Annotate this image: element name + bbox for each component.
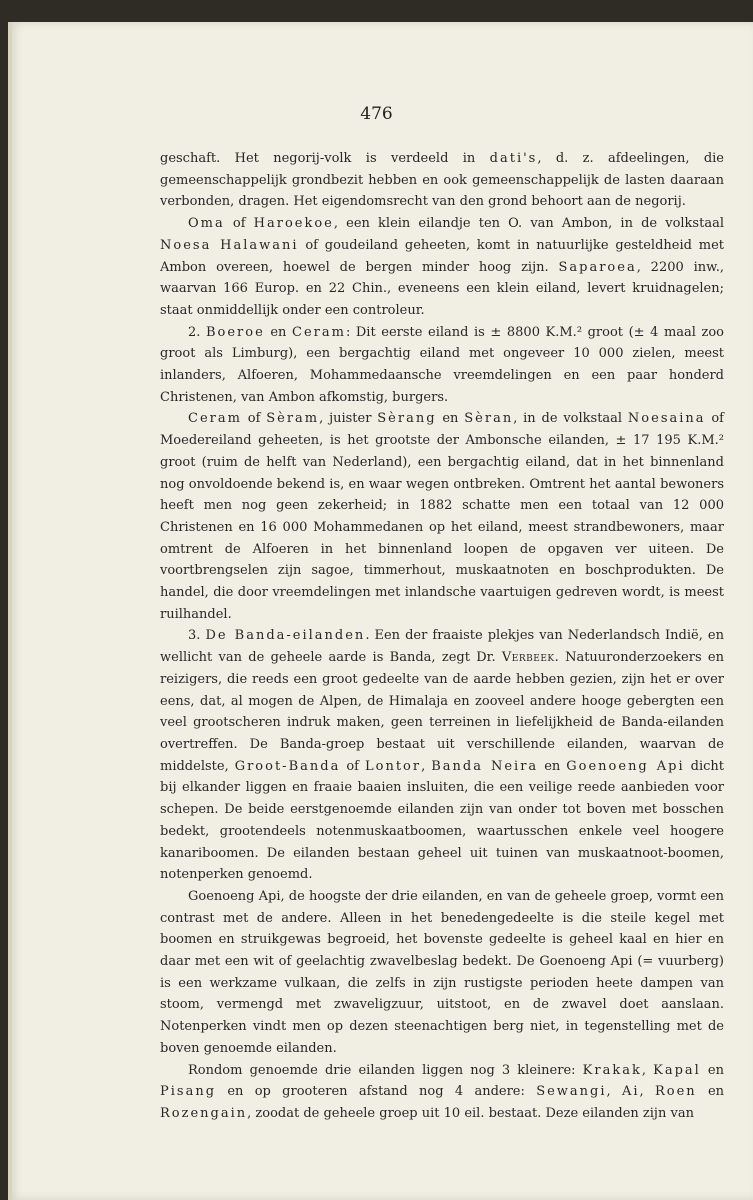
text-run: . Natuuronderzoekers en reizigers, die reeds een groot gedeelte van de aarde hebben gezien, zijn het er over eens, dat, al mogen de Alpen, de Himalaja en zooveel andere hooge gebergten een veel grootscheren indruk maken, geen terreinen in liefelijkheid de Banda-eilanden overtreffen. De Banda-groep bestaat uit verschillende eilanden, waarvan de middelste, [160,650,724,774]
text-run: Rondom genoemde drie eilanden liggen nog 3 kleinere: [188,1062,583,1078]
spaced-term: Goenoeng Api [566,758,685,774]
text-run: , juister [319,411,378,427]
text-run: 3. [188,628,206,644]
page-edge [8,22,12,1200]
spaced-term: Sèrang [377,411,437,427]
text-run: , [639,1084,655,1100]
spaced-term: Ceram [292,324,346,340]
spaced-term: dati's [489,151,538,166]
text-run: . Een der fraaiste plekjes van Nederlandsch Indië, en wellicht van de geheele aarde is Banda, zegt Dr. [160,628,724,666]
body-text [160,148,724,1125]
text-run: en [538,758,567,774]
text-run: geschaft. Het negorij-volk is verdeeld in [160,151,490,166]
spaced-term: Kapal [653,1062,701,1078]
spaced-term: Banda Neira [431,758,539,774]
text-run: , een klein eilandje ten O. van Ambon, in de volkstaal [333,216,724,232]
paragraph [160,886,724,1060]
text-run: of [241,411,267,427]
paragraph [160,1060,724,1125]
spaced-term: Sèram [266,411,320,427]
spaced-term: Groot-Banda [234,758,341,774]
text-run: : Dit eerste eiland is ± 8800 K.M.² groot (± 4 maal zoo groot als Limburg), een bergachtig eiland met ongeveer 10 000 zielen, meest inlanders, Alfoeren, Mohammedaansche vreemdelingen en een paar honderd Christenen, van Ambon afkomstig, burgers. [160,324,724,405]
spaced-term: Ai [621,1084,640,1100]
spaced-term: Noesaina [627,411,706,427]
spaced-term: Haroekoe [253,216,334,232]
text-run: , [606,1084,622,1100]
text-run: of [224,216,254,232]
text-run: , in de volkstaal [513,411,628,427]
text-run: , [641,1062,654,1078]
text-run: Goenoeng Api, de hoogste der drie eilanden, en van de geheele groep, vormt een contrast met de andere. Alleen in het benedengedeelte is die steile kegel met boomen en struikgewas begroeid, het bovenste gedeelte is geheel kaal en hier en daar met een wit of geelachtig zwavelbeslag bedekt. De Goenoeng Api (= vuurberg) is een werkzame vulkaan, die zelfs in zijn rustigste perioden heete dampen van stoom, vermengd met zwaveligzuur, uitstoot, en de zwavel doet aanslaan. Notenperken vindt men op dezen steenachtigen berg niet, in tegenstelling met de boven genoemde eilanden. [160,888,724,1056]
text-run: , 2200 inw., waarvan 166 Europ. en 22 Chin., eveneens een klein eiland, levert kruidnagelen; staat onmiddellijk onder een controleur. [160,259,724,318]
spaced-term: Boeroe [205,324,265,340]
spaced-term: Sewangi [536,1084,607,1100]
author-name: Verbeek [501,650,555,666]
text-run: of [340,758,365,774]
spaced-term: Krakak [582,1062,642,1078]
text-run: en [696,1084,725,1100]
text-run: , [421,758,432,774]
text-run: en [436,411,465,427]
text-run: en [700,1062,724,1078]
spaced-term: Lontor [364,758,422,774]
spaced-term: Rozengain [160,1105,248,1121]
text-run: 2. [188,324,206,340]
text-run: of Moedereiland geheeten, is het grootste der Ambonsche eilanden, ± 17 195 K.M.² groot (ruim de helft van Nederland), een bergachtig eiland, dat in het binnenland nog onvoldoende bekend is, en waar wegen ontbreken. Omtrent het aantal bewoners heeft men nog geen zekerheid; in 1882 schatte men een totaal van 12 000 Christenen en 16 000 Mohammedanen op het eiland, meest strandbewoners, maar omtrent de Alfoeren in het binnenland loopen de opgaven ver uiteen. De voortbrengselen zijn sagoe, timmerhout, muskaatnoten en boschprodukten. De handel, die door vreemdelingen met inlandsche vaartuigen gedreven wordt, is meest ruilhandel. [160,411,724,622]
spaced-term: Roen [654,1084,697,1100]
paragraph [160,213,724,322]
text-run: , d. z. afdeelingen, die gemeenschappelijk grondbezit hebben en ook gemeenschappelijk de lasten daaraan verbonden, dragen. Het eigendomsrecht van den grond behoort aan de negorij. [160,151,724,210]
text-run: of goudeiland geheeten, komt in natuurlijke gesteldheid met Ambon overeen, hoewel de bergen minder hoog zijn. [160,237,724,275]
spaced-term: Sèran [464,411,514,427]
page-number: 476 [360,104,393,124]
spaced-term: Oma [188,216,225,232]
spaced-term: Ceram [188,411,242,427]
spaced-term: Noesa Halawani [160,237,299,253]
paragraph [160,625,724,885]
spaced-term: Saparoea [558,259,637,275]
paragraph [160,322,724,409]
text-run: dicht bij elkander liggen en fraaie baaien insluiten, die een veilige reede aanbieden voor schepen. De beide eerstgenoemde eilanden zijn van onder tot boven met bosschen bedekt, grootendeels notenmuskaatboomen, waartusschen enkele veel hoogere kanariboomen. De eilanden bestaan geheel uit tuinen van muskaatnoot-boomen, notenperken genoemd. [160,758,724,883]
paragraph [160,408,724,625]
text-run: en [264,324,292,340]
spaced-term: Pisang [160,1084,217,1100]
text-run: en op grooteren afstand nog 4 andere: [216,1084,537,1100]
paragraph [160,148,724,213]
text-run: , zoodat de geheele groep uit 10 eil. bestaat. Deze eilanden zijn van [247,1105,694,1121]
spaced-term: De Banda-eilanden [205,628,366,644]
